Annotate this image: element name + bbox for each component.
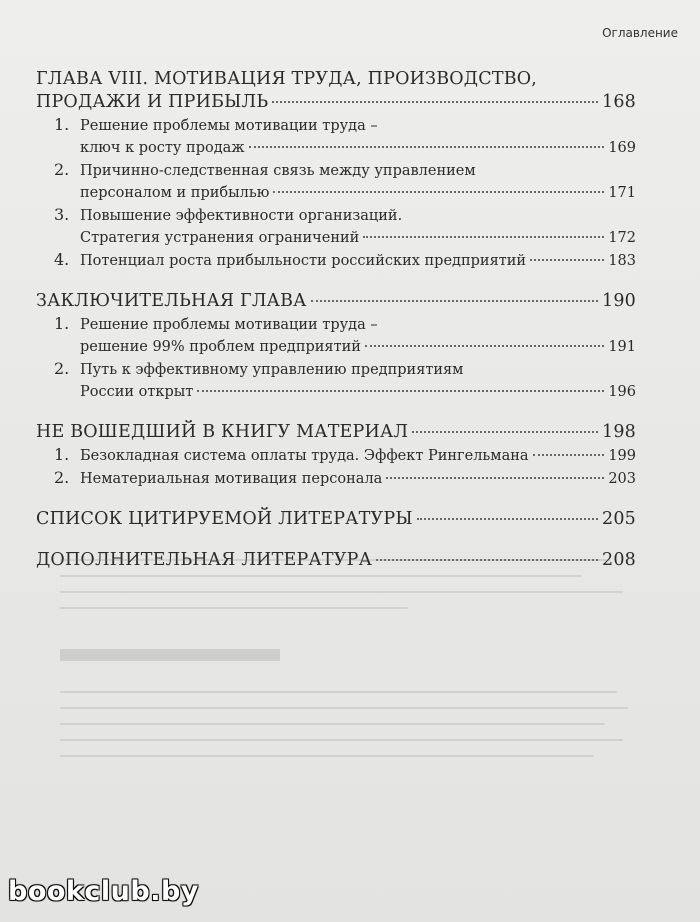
chapter-title: НЕ ВОШЕДШИЙ В КНИГУ МАТЕРИАЛ: [36, 422, 409, 442]
dot-leader: [530, 259, 604, 261]
toc-section: [36, 290, 636, 403]
chapter-title: ДОПОЛНИТЕЛЬНАЯ ЛИТЕРАТУРА: [36, 550, 373, 570]
watermark-logo: bookclub.by: [8, 876, 199, 907]
page-number: 183: [608, 253, 636, 269]
toc-chapter-line[interactable]: [36, 91, 636, 114]
item-title: Решение проблемы мотивации труда –: [80, 317, 378, 333]
item-title: Безокладная система оплаты труда. Эффект Рингельмана: [80, 448, 529, 464]
toc-item-line[interactable]: [36, 313, 636, 336]
dot-leader: [272, 101, 598, 103]
item-number: 1.: [54, 445, 70, 464]
item-title: Причинно-следственная связь между управлением: [80, 163, 476, 179]
toc-item-line[interactable]: [36, 137, 636, 159]
toc-section: [36, 508, 636, 531]
toc-item-line[interactable]: [36, 204, 636, 227]
item-title: Повышение эффективности организаций.: [80, 208, 403, 224]
toc-item-line[interactable]: [36, 381, 636, 403]
item-number: 4.: [54, 250, 70, 269]
toc-item-line[interactable]: [36, 182, 636, 204]
page-number: 169: [608, 140, 636, 156]
page-number: 205: [601, 509, 636, 529]
toc-item-line[interactable]: [36, 114, 636, 137]
item-title: персоналом и прибылью: [80, 185, 270, 201]
page-number: 203: [608, 471, 636, 487]
toc-section: [36, 68, 636, 272]
item-title: Путь к эффективному управлению предприятиям: [80, 362, 464, 378]
page-number: 208: [601, 550, 636, 570]
chapter-title: ПРОДАЖИ И ПРИБЫЛЬ: [36, 92, 269, 112]
item-title: Потенциал роста прибыльности российских предприятий: [80, 253, 527, 269]
item-number: 2.: [54, 468, 70, 487]
chapter-title: ЗАКЛЮЧИТЕЛЬНАЯ ГЛАВА: [36, 291, 307, 311]
chapter-title: ГЛАВА VIII. МОТИВАЦИЯ ТРУДА, ПРОИЗВОДСТВО,: [36, 69, 538, 89]
toc-item-line[interactable]: [36, 358, 636, 381]
toc-item-line[interactable]: [36, 467, 636, 490]
table-of-contents: [36, 68, 636, 590]
item-title: Стратегия устранения ограничений: [80, 230, 360, 246]
item-title: России открыт: [80, 384, 194, 400]
item-title: Решение проблемы мотивации труда –: [80, 118, 378, 134]
toc-section: [36, 421, 636, 490]
dot-leader: [417, 518, 598, 520]
item-title: ключ к росту продаж: [80, 140, 245, 156]
toc-chapter-line[interactable]: [36, 68, 636, 91]
toc-item-line[interactable]: [36, 249, 636, 272]
dot-leader: [363, 236, 604, 238]
page-number: 171: [608, 185, 636, 201]
page-number: 172: [608, 230, 636, 246]
item-number: 3.: [54, 205, 70, 224]
chapter-title: СПИСОК ЦИТИРУЕМОЙ ЛИТЕРАТУРЫ: [36, 509, 413, 529]
show-through-text: [60, 545, 640, 845]
toc-item-line[interactable]: [36, 159, 636, 182]
item-number: 1.: [54, 115, 70, 134]
toc-chapter-line[interactable]: [36, 290, 636, 313]
dot-leader: [197, 390, 604, 392]
dot-leader: [311, 300, 598, 302]
dot-leader: [249, 146, 605, 148]
toc-item-line[interactable]: [36, 227, 636, 249]
page-number: 190: [601, 291, 636, 311]
page-number: 199: [608, 448, 636, 464]
page-number: 198: [601, 422, 636, 442]
item-number: 2.: [54, 359, 70, 378]
toc-item-line[interactable]: [36, 336, 636, 358]
item-number: 2.: [54, 160, 70, 179]
page-number: 191: [608, 339, 636, 355]
item-number: 1.: [54, 314, 70, 333]
running-head: Оглавление: [602, 26, 678, 40]
dot-leader: [533, 454, 605, 456]
toc-chapter-line[interactable]: [36, 508, 636, 531]
item-title: Нематериальная мотивация персонала: [80, 471, 383, 487]
toc-item-line[interactable]: [36, 444, 636, 467]
toc-chapter-line[interactable]: [36, 421, 636, 444]
dot-leader: [273, 191, 604, 193]
dot-leader: [412, 431, 598, 433]
dot-leader: [365, 345, 604, 347]
page-number: 196: [608, 384, 636, 400]
item-title: решение 99% проблем предприятий: [80, 339, 361, 355]
dot-leader: [386, 477, 604, 479]
page-number: 168: [601, 92, 636, 112]
